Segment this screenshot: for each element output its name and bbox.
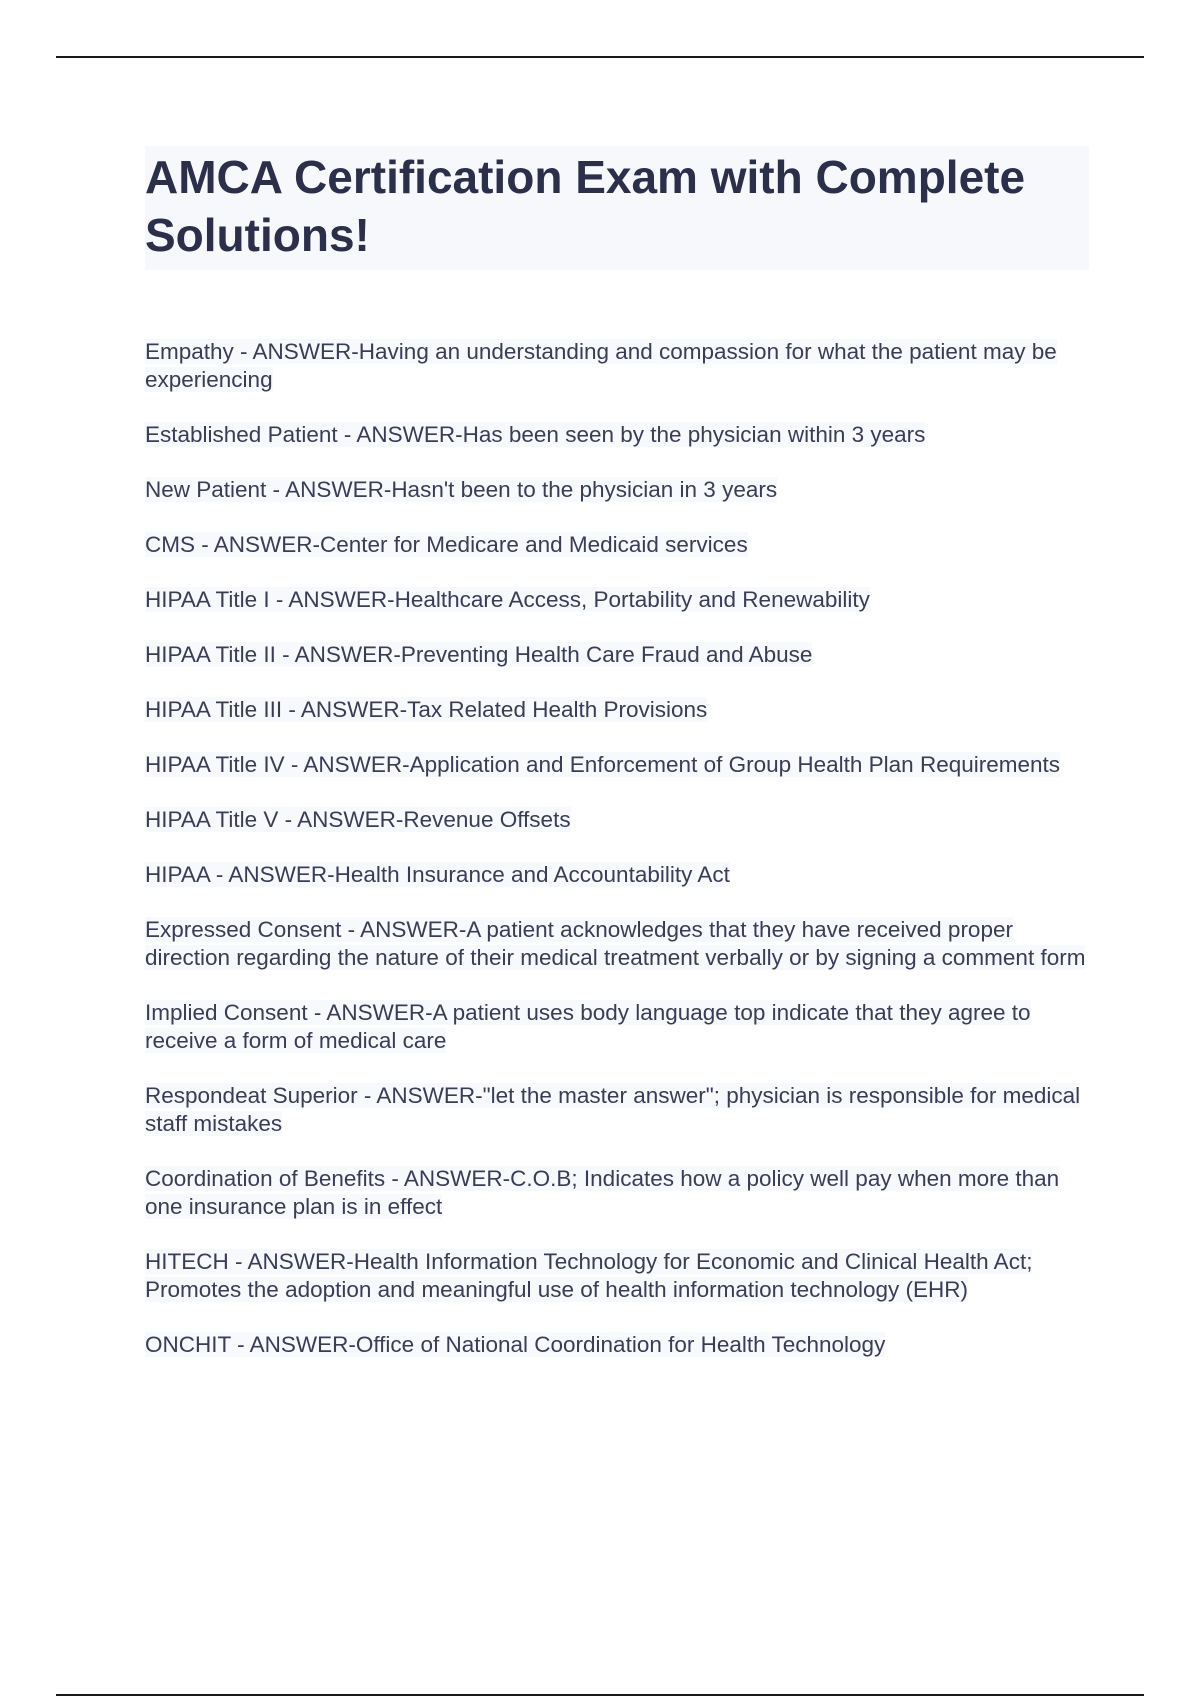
qa-item-empathy [145, 338, 1095, 394]
qa-item-hipaa-title-2 [145, 641, 1095, 669]
qa-text: HIPAA Title III - ANSWER-Tax Related Health Provisions [145, 697, 708, 722]
qa-item-new-patient [145, 476, 1095, 504]
qa-item-hipaa-title-4 [145, 751, 1095, 779]
title-block [145, 146, 1089, 270]
qa-item-hipaa-title-1 [145, 586, 1095, 614]
bottom-divider [56, 1694, 1144, 1696]
qa-item-hipaa-title-3 [145, 696, 1095, 724]
qa-text: Established Patient - ANSWER-Has been seen by the physician within 3 years [145, 422, 926, 447]
qa-text: HIPAA Title I - ANSWER-Healthcare Access, Portability and Renewability [145, 587, 870, 612]
qa-item-coordination-of-benefits [145, 1165, 1095, 1221]
qa-text: HITECH - ANSWER-Health Information Technology for Economic and Clinical Health Act; Promotes the adoption and meaningful use of health information technology (EHR) [145, 1249, 1033, 1302]
qa-text: HIPAA Title V - ANSWER-Revenue Offsets [145, 807, 571, 832]
qa-item-respondeat-superior [145, 1082, 1095, 1138]
qa-text: HIPAA Title II - ANSWER-Preventing Health Care Fraud and Abuse [145, 642, 813, 667]
qa-text: Empathy - ANSWER-Having an understanding and compassion for what the patient may be experiencing [145, 339, 1057, 392]
qa-item-implied-consent [145, 999, 1095, 1055]
qa-item-hipaa-title-5 [145, 806, 1095, 834]
qa-item-onchit [145, 1331, 1095, 1359]
qa-item-cms [145, 531, 1095, 559]
qa-text: ONCHIT - ANSWER-Office of National Coordination for Health Technology [145, 1332, 886, 1357]
qa-item-hitech [145, 1248, 1095, 1304]
qa-text: New Patient - ANSWER-Hasn't been to the physician in 3 years [145, 477, 778, 502]
qa-item-expressed-consent [145, 916, 1095, 972]
qa-text: HIPAA - ANSWER-Health Insurance and Accountability Act [145, 862, 730, 887]
page-title: AMCA Certification Exam with Complete Solutions! [145, 151, 1026, 261]
qa-item-hipaa [145, 861, 1095, 889]
qa-text: Implied Consent - ANSWER-A patient uses body language top indicate that they agree to receive a form of medical care [145, 1000, 1031, 1053]
top-divider [56, 56, 1144, 58]
qa-list [145, 338, 1095, 1386]
qa-text: Coordination of Benefits - ANSWER-C.O.B; Indicates how a policy well pay when more than one insurance plan is in effect [145, 1166, 1060, 1219]
qa-text: HIPAA Title IV - ANSWER-Application and Enforcement of Group Health Plan Requirements [145, 752, 1061, 777]
qa-text: Expressed Consent - ANSWER-A patient acknowledges that they have received proper direction regarding the nature of their medical treatment verbally or by signing a comment form [145, 917, 1086, 970]
qa-item-established-patient [145, 421, 1095, 449]
qa-text: CMS - ANSWER-Center for Medicare and Medicaid services [145, 532, 748, 557]
qa-text: Respondeat Superior - ANSWER-"let the master answer"; physician is responsible for medical staff mistakes [145, 1083, 1081, 1136]
